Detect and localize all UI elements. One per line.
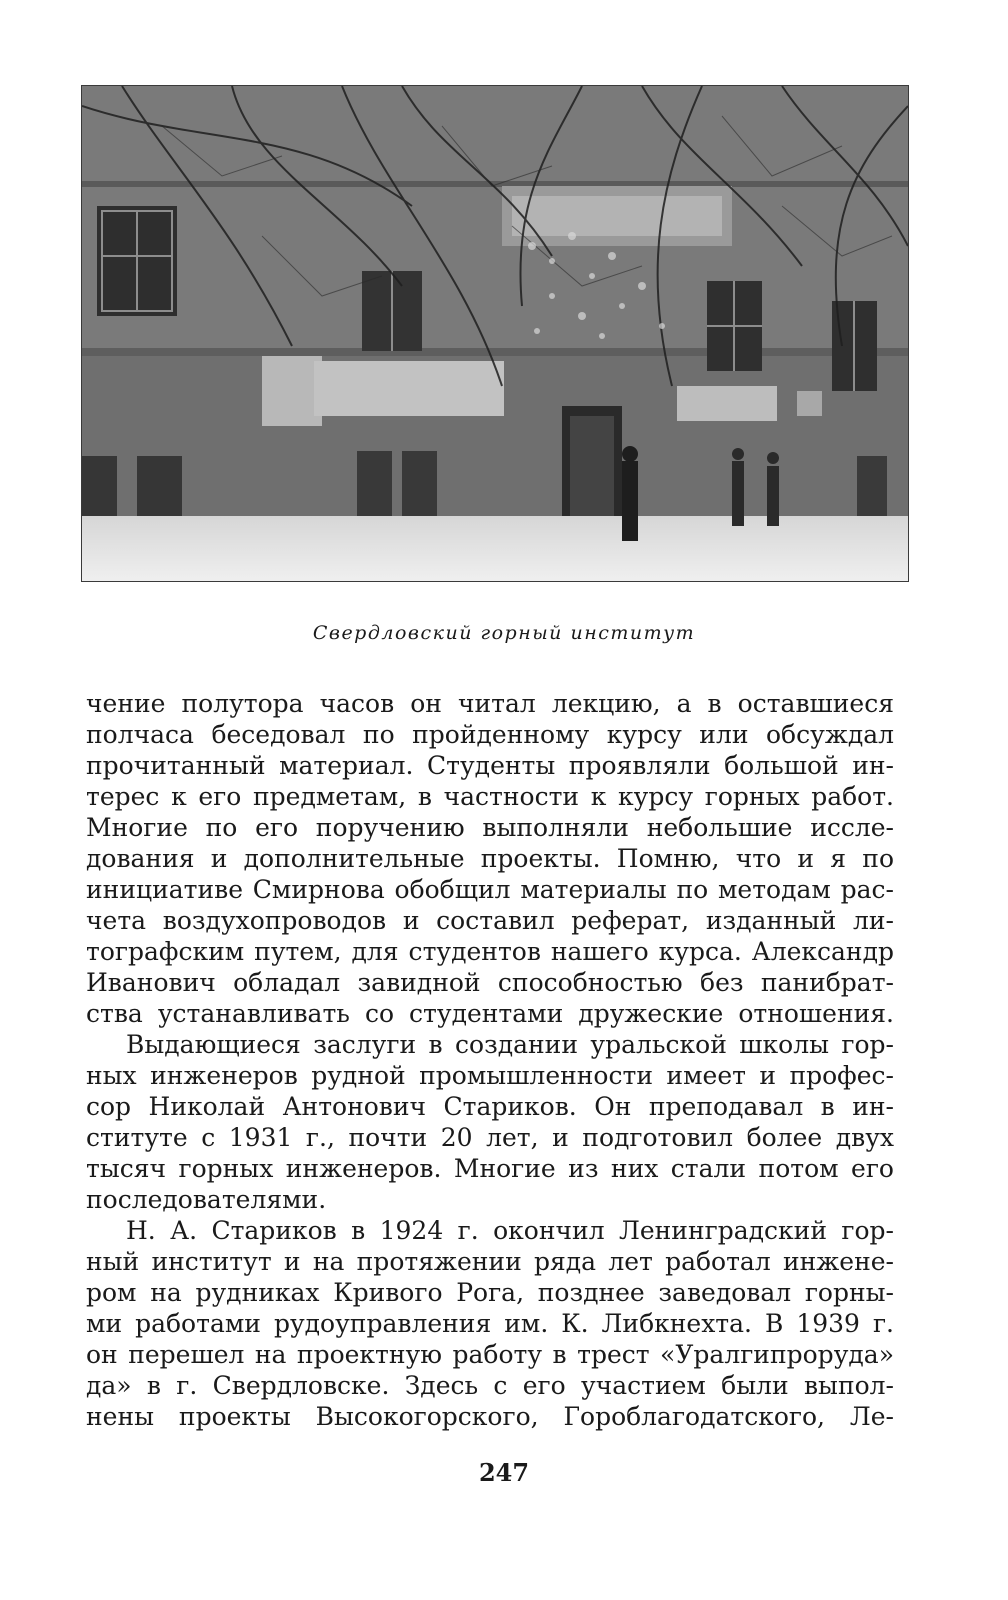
text-line: ром на рудниках Кривого Рога, позднее заведовал горны- xyxy=(86,1278,894,1307)
text-line: чета воздухопроводов и составил реферат, изданный ли- xyxy=(86,906,894,935)
text-line: дования и дополнительные проекты. Помню, что и я по xyxy=(86,844,894,873)
text-line: Н. А. Стариков в 1924 г. окончил Ленинградский гор- xyxy=(126,1216,894,1245)
text-line: ституте с 1931 г., почти 20 лет, и подготовил более двух xyxy=(86,1123,894,1152)
text-line: ных инженеров рудной промышленности имеет и профес- xyxy=(86,1061,894,1090)
text-line: терес к его предметам, в частности к курсу горных работ. xyxy=(86,782,894,811)
text-line: последователями. xyxy=(86,1185,327,1214)
text-line: Многие по его поручению выполняли небольшие иссле- xyxy=(86,813,894,842)
page-number: 247 xyxy=(478,1458,530,1487)
text-line: да» в г. Свердловске. Здесь с его участием были выпол- xyxy=(86,1371,894,1400)
text-line: полчаса беседовал по пройденному курсу или обсуждал xyxy=(86,720,894,749)
text-line: нены проекты Высокогорского, Гороблагодатского, Ле- xyxy=(86,1402,894,1431)
text-line: ми работами рудоуправления им. К. Либкнехта. В 1939 г. xyxy=(86,1309,894,1338)
text-line: инициативе Смирнова обобщил материалы по методам рас- xyxy=(86,875,894,904)
text-line: сор Николай Антонович Стариков. Он преподавал в ин- xyxy=(86,1092,894,1121)
text-line: тографским путем, для студентов нашего курса. Александр xyxy=(86,937,894,966)
body-text xyxy=(86,688,894,1432)
text-line: чение полутора часов он читал лекцию, а в оставшиеся xyxy=(86,689,894,718)
figure-caption: Свердловский горный институт xyxy=(312,622,696,644)
building-photo xyxy=(81,85,909,582)
text-line: тысяч горных инженеров. Многие из них стали потом его xyxy=(86,1154,894,1183)
text-line: Иванович обладал завидной способностью без панибрат- xyxy=(86,968,894,997)
text-line: Выдающиеся заслуги в создании уральской школы гор- xyxy=(126,1030,894,1059)
text-line: ный институт и на протяжении ряда лет работал инжене- xyxy=(86,1247,894,1276)
text-line: прочитанный материал. Студенты проявляли большой ин- xyxy=(86,751,894,780)
text-line: ства устанавливать со студентами дружеские отношения. xyxy=(86,999,894,1028)
text-line: он перешел на проектную работу в трест «Уралгипроруда» xyxy=(86,1340,894,1369)
